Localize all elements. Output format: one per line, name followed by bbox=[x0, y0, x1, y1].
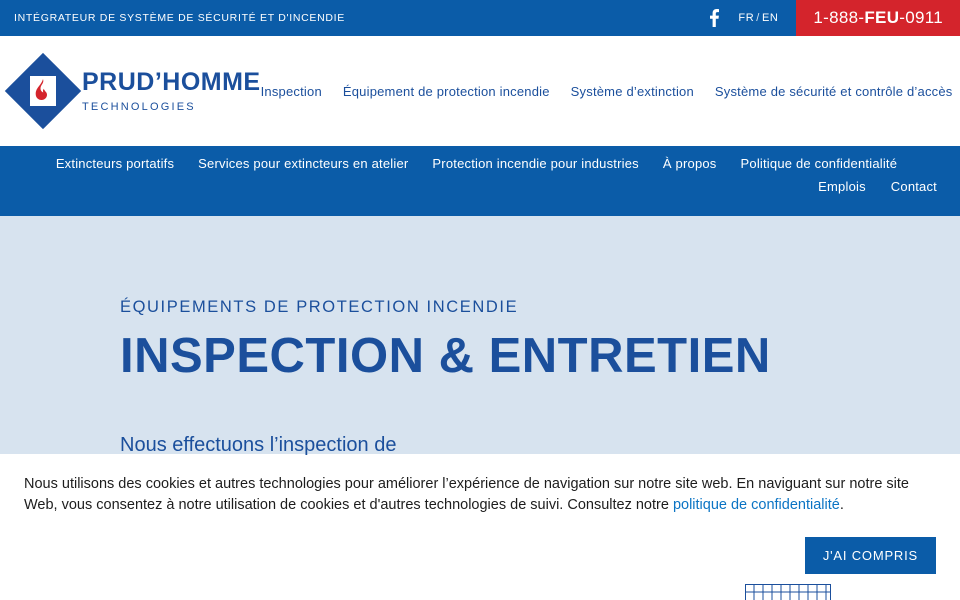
building-outline-icon bbox=[745, 584, 831, 600]
flame-glyph-icon bbox=[30, 76, 56, 106]
subnav-item-a-propos[interactable]: À propos bbox=[662, 156, 717, 171]
hero-section bbox=[0, 216, 960, 600]
hero-content bbox=[0, 216, 960, 460]
subnav-item-extincteurs-portatifs[interactable]: Extincteurs portatifs bbox=[55, 156, 175, 171]
phone-number-button[interactable] bbox=[796, 0, 960, 36]
site-logo[interactable] bbox=[16, 64, 261, 118]
page-title: INSPECTION & ENTRETIEN bbox=[120, 329, 771, 383]
nav-item-systeme-securite-controle-acces[interactable]: Système de sécurité et contrôle d’accès bbox=[714, 83, 953, 99]
topbar-right-group bbox=[704, 0, 960, 36]
site-tagline: INTÉGRATEUR DE SYSTÈME DE SÉCURITÉ ET D'INCENDIE bbox=[14, 12, 346, 24]
cookie-text-part2: . bbox=[839, 496, 844, 513]
subnav-item-contact[interactable]: Contact bbox=[890, 179, 937, 194]
subnav-item-emplois[interactable]: Emplois bbox=[818, 179, 866, 194]
phone-word: FEU bbox=[864, 8, 900, 27]
lang-en-link[interactable]: EN bbox=[761, 12, 779, 24]
subnav-item-politique-confidentialite[interactable]: Politique de confidentialité bbox=[740, 156, 898, 171]
cookie-actions bbox=[24, 537, 936, 574]
main-navigation bbox=[261, 84, 955, 99]
nav-item-inspection[interactable]: Inspection bbox=[260, 83, 322, 99]
subnav-item-protection-incendie-industries[interactable]: Protection incendie pour industries bbox=[432, 156, 639, 171]
hero-subtitle: Nous effectuons l’inspection de bbox=[120, 434, 397, 457]
phone-prefix: 1-888- bbox=[813, 8, 865, 27]
nav-item-systeme-extinction[interactable]: Système d’extinction bbox=[570, 83, 694, 99]
lang-separator: / bbox=[756, 12, 760, 24]
language-switcher[interactable] bbox=[738, 12, 778, 24]
cookie-consent-banner bbox=[0, 454, 960, 600]
flame-diamond-logo-icon bbox=[5, 53, 81, 129]
secondary-navigation bbox=[0, 146, 960, 216]
logo-subtitle: TECHNOLOGIES bbox=[82, 100, 196, 113]
subnav-item-services-extincteurs-atelier[interactable]: Services pour extincteurs en atelier bbox=[198, 156, 409, 171]
cookie-text-part1: Nous utilisons des cookies et autres technologies pour améliorer l’expérience de navigation sur notre site web. En naviguant sur notre site Web, vous consentez à notre utilisation de cookies et d'autres technologies de suivi. Consultez notre bbox=[24, 476, 909, 513]
site-header bbox=[0, 36, 960, 146]
cookie-accept-button[interactable]: J'AI COMPRIS bbox=[805, 537, 936, 574]
cookie-consent-text bbox=[24, 474, 929, 515]
nav-item-equipement-protection-incendie[interactable]: Équipement de protection incendie bbox=[342, 83, 550, 99]
secondary-navigation-row-1 bbox=[16, 156, 944, 171]
top-utility-bar bbox=[0, 0, 960, 36]
logo-wordmark bbox=[82, 67, 261, 113]
secondary-navigation-row-2 bbox=[16, 179, 944, 194]
hero-kicker: ÉQUIPEMENTS DE PROTECTION INCENDIE bbox=[120, 298, 519, 316]
logo-name: PRUD’HOMME bbox=[82, 67, 261, 96]
privacy-policy-link[interactable]: politique de confidentialité bbox=[672, 496, 840, 513]
phone-suffix: -0911 bbox=[899, 8, 943, 27]
lang-fr-link[interactable]: FR bbox=[738, 12, 755, 24]
facebook-icon[interactable] bbox=[704, 8, 724, 28]
